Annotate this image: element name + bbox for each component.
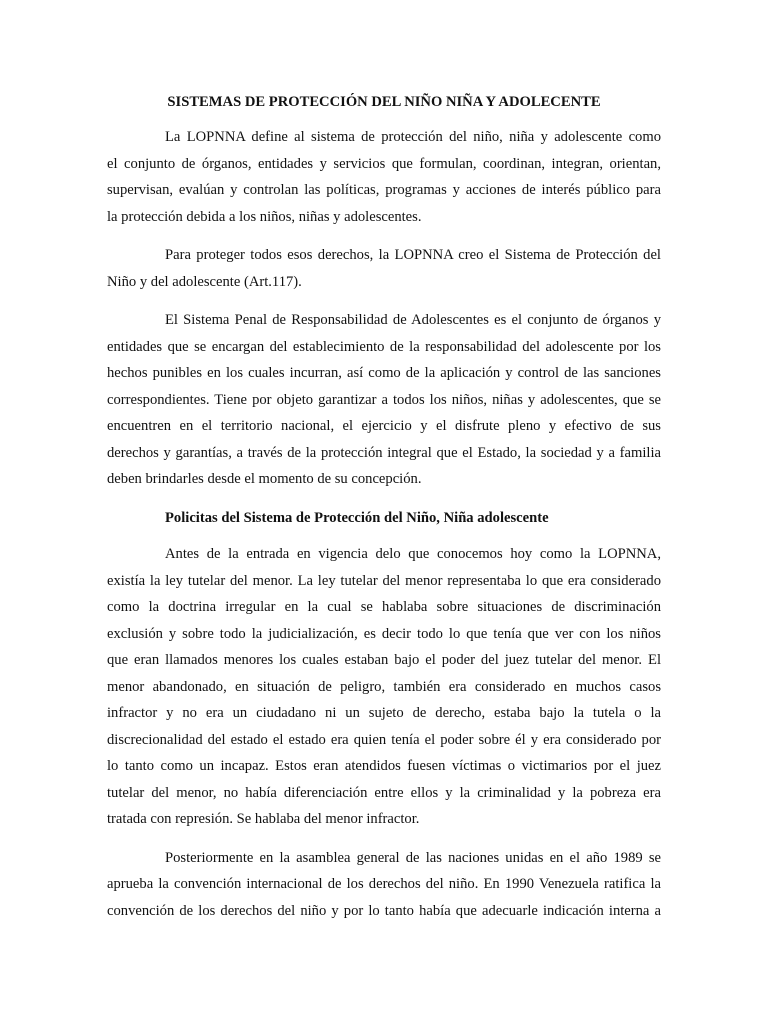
text-line: menor abandonado, en situación de peligro, también era considerado en muchos casos <box>107 678 661 695</box>
section-subheading: Policitas del Sistema de Protección del Niño, Niña adolescente <box>165 509 549 526</box>
text-line: El Sistema Penal de Responsabilidad de Adolescentes es el conjunto de órganos y <box>165 312 661 328</box>
text-line: el conjunto de órganos, entidades y servicios que formulan, coordinan, integran, orientan, <box>107 155 661 172</box>
paragraph-lopnna-definition <box>107 124 661 230</box>
text-line: lo tanto como un incapaz. Estos eran atendidos fuesen víctimas o victimarios por el juez <box>107 758 661 774</box>
text-line: la protección debida a los niños, niñas y adolescentes. <box>107 208 422 225</box>
paragraph-convencion <box>107 845 661 925</box>
text-line: Posteriormente en la asamblea general de las naciones unidas en el año 1989 se <box>165 849 661 866</box>
text-line: entidades que se encargan del establecimiento de la responsabilidad del adolescente por los <box>107 338 661 355</box>
text-line: encuentren en el territorio nacional, el ejercicio y el disfrute pleno y efectivo de sus <box>107 418 661 434</box>
text-line: tutelar del menor, no había diferenciación entre ellos y la criminalidad y la pobreza era <box>107 784 661 801</box>
text-line: Niño y del adolescente (Art.117). <box>107 273 302 290</box>
text-line: supervisan, evalúan y controlan las políticas, programas y acciones de interés público para <box>107 182 661 198</box>
text-line: La LOPNNA define al sistema de protección del niño, niña y adolescente como <box>165 129 661 145</box>
text-line: convención de los derechos del niño y por lo tanto había que adecuarle indicación interna a <box>107 902 661 919</box>
document-body <box>107 124 661 936</box>
text-line: que eran llamados menores los cuales estaban bajo el poder del juez tutelar del menor. El <box>107 652 661 668</box>
paragraph-penal-system <box>107 307 661 493</box>
text-line: existía la ley tutelar del menor. La ley tutelar del menor representaba lo que era considerado <box>107 572 661 589</box>
text-line: exclusión y sobre todo la judicialización, es decir todo lo que tenía que ver con los niños <box>107 625 661 642</box>
text-line: Antes de la entrada en vigencia delo que conocemos hoy como la LOPNNA, <box>165 546 661 562</box>
document-title: SISTEMAS DE PROTECCIÓN DEL NIÑO NIÑA Y ADOLECENTE <box>167 94 601 110</box>
text-line: aprueba la convención internacional de los derechos del niño. En 1990 Venezuela ratifica la <box>107 876 661 892</box>
text-line: derechos y garantías, a través de la protección integral que el Estado, la sociedad y a familia <box>107 444 661 461</box>
text-line: infractor y no era un ciudadano ni un sujeto de derecho, estaba bajo la tutela o la <box>107 705 661 721</box>
text-line: discrecionalidad del estado el estado era quien tenía el poder sobre él y era considerado por <box>107 731 661 748</box>
paragraph-protection-system <box>107 242 661 295</box>
text-line: Para proteger todos esos derechos, la LOPNNA creo el Sistema de Protección del <box>165 247 661 263</box>
paragraph-ley-tutelar <box>107 541 661 833</box>
text-line: hechos punibles en los cuales incurran, así como de la aplicación y control de las sanciones <box>107 365 661 381</box>
text-line: deben brindarles desde el momento de su concepción. <box>107 471 422 487</box>
text-line: como la doctrina irregular en la cual se hablaba sobre situaciones de discriminación <box>107 599 661 615</box>
text-line: correspondientes. Tiene por objeto garantizar a todos los niños, niñas y adolescentes, que se <box>107 391 661 408</box>
text-line: tratada con represión. Se hablaba del menor infractor. <box>107 811 420 827</box>
